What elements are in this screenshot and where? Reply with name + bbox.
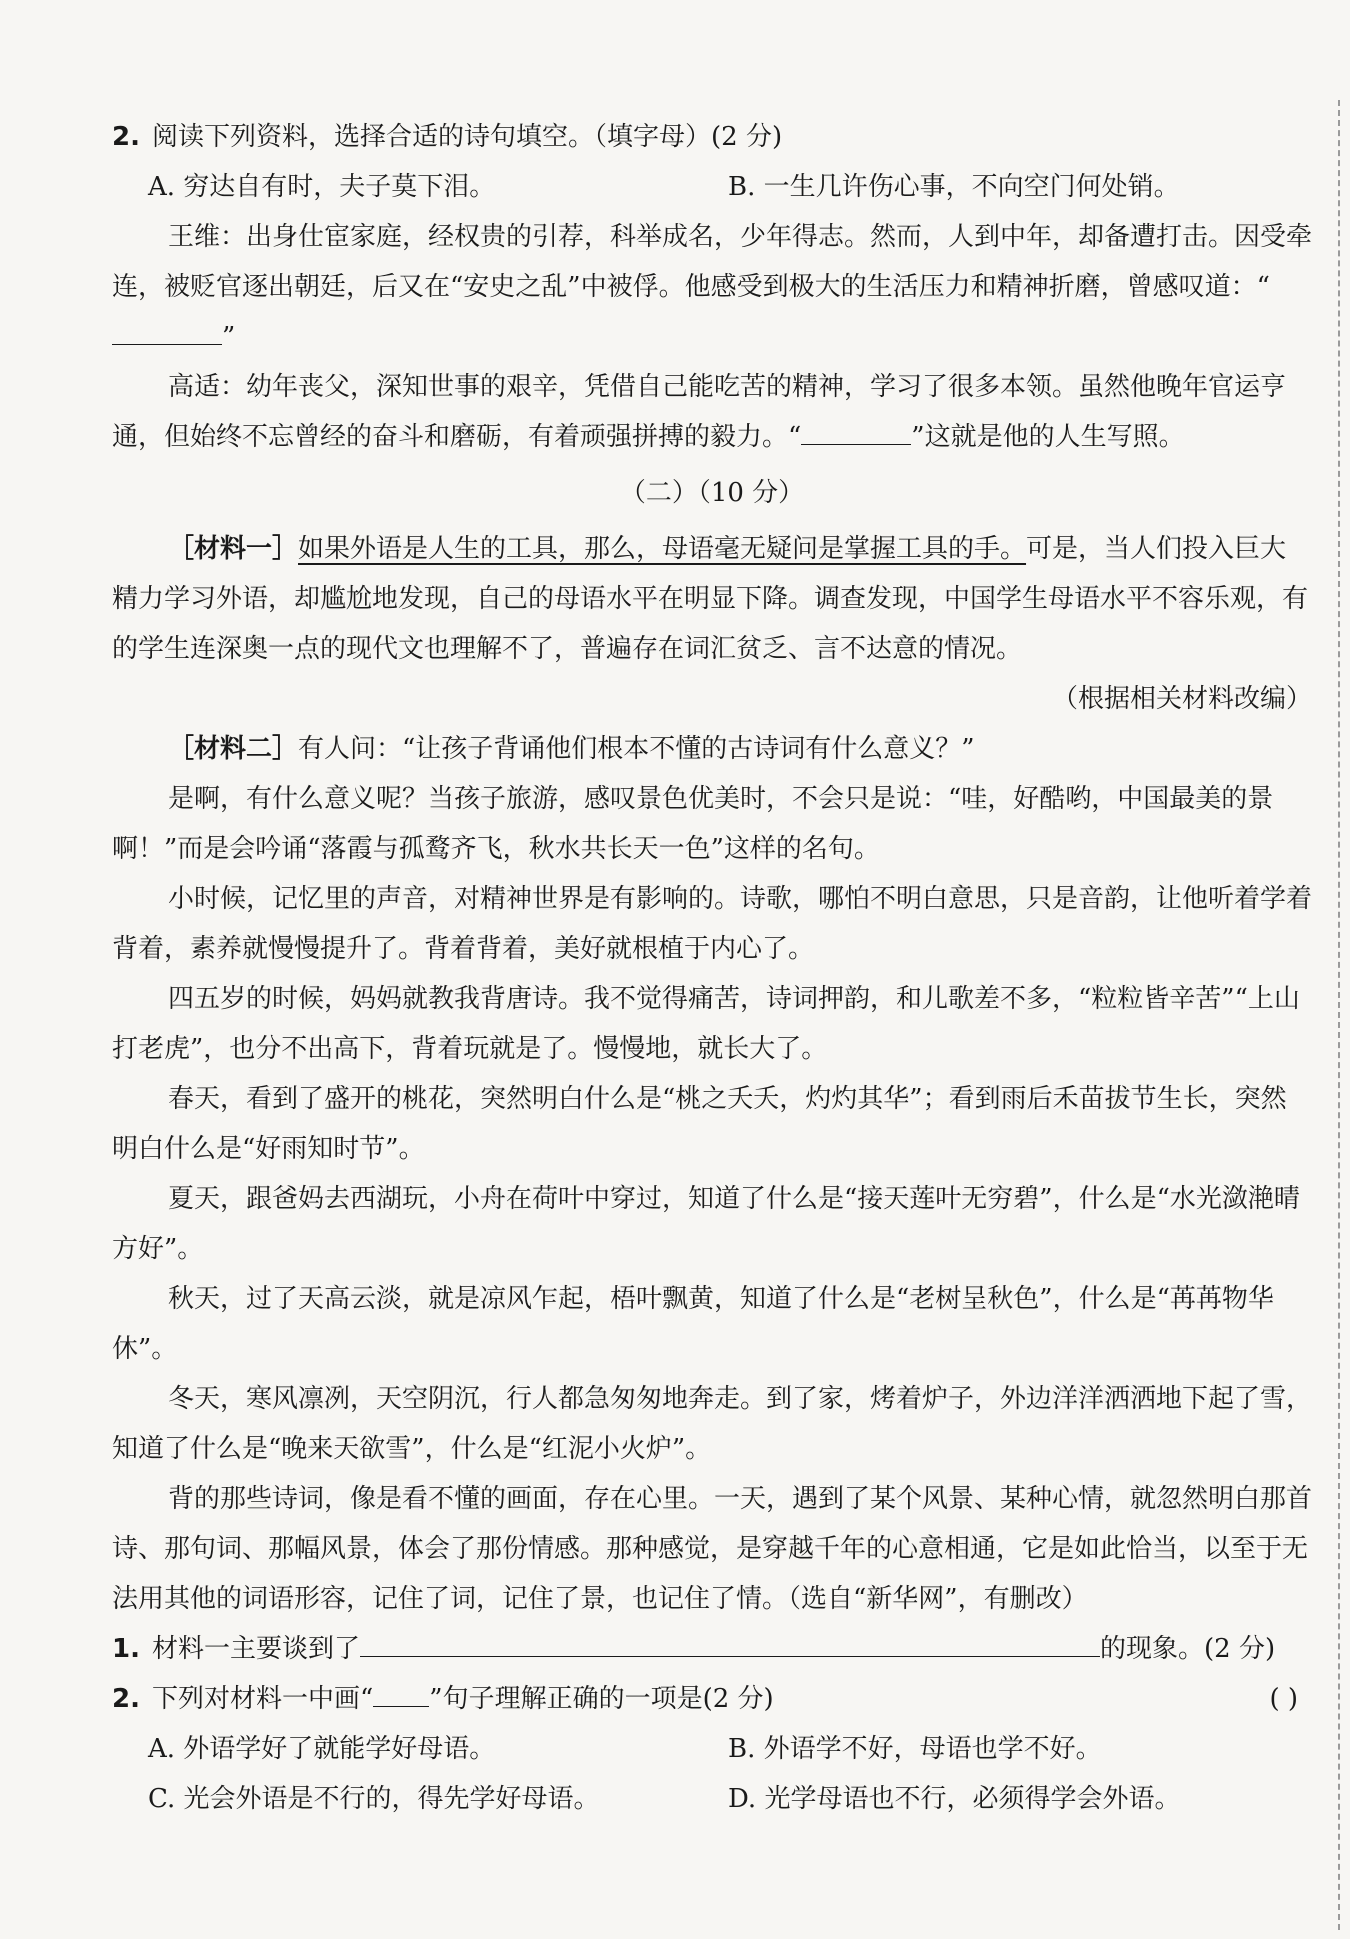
- material2-first-text: 有人问：“让孩子背诵他们根本不懂的古诗词有什么意义？”: [298, 734, 975, 764]
- material2-paragraph: 四五岁的时候，妈妈就教我背唐诗。我不觉得痛苦，诗词押韵，和儿歌差不多，“粒粒皆辛苦”“上山打老虎”，也分不出高下，背着玩就是了。慢慢地，就长大了。: [112, 984, 1300, 1064]
- page-content: [112, 112, 1312, 1824]
- material2-paragraph: 冬天，寒风凛冽，天空阴沉，行人都急匆匆地奔走。到了家，烤着炉子，外边洋洋洒洒地下起了雪，知道了什么是“晚来天欲雪”，什么是“红泥小火炉”。: [112, 1384, 1313, 1464]
- q2-option-a[interactable]: A. 外语学好了就能学好母语。: [148, 1734, 496, 1764]
- q2: [112, 1674, 1312, 1724]
- q2-top-options: [112, 162, 1312, 212]
- q2-top-option-b: B. 一生几许伤心事，不向空门何处销。: [728, 172, 1180, 202]
- q2-option-c[interactable]: C. 光会外语是不行的，得先学好母语。: [148, 1784, 600, 1814]
- q2-answer-paren[interactable]: ( ): [1269, 1684, 1298, 1714]
- material2-first-paragraph: [112, 724, 1312, 774]
- wang-wei-answer-blank[interactable]: [112, 318, 222, 345]
- wang-wei-paragraph: [112, 212, 1312, 362]
- q1-number: 1.: [112, 1634, 140, 1664]
- wang-wei-text: 王维：出身仕宦家庭，经权贵的引荐，科举成名，少年得志。然而，人到中年，却备遭打击。因受牵连，被贬官逐出朝廷，后又在“安史之乱”中被俘。他感受到极大的生活压力和精神折磨，曾感叹道：“: [112, 222, 1313, 302]
- q1-answer-blank[interactable]: [360, 1630, 1100, 1657]
- gao-shi-text-end: ”这就是他的人生写照。: [911, 422, 1185, 452]
- q1-tail: 的现象。(2 分): [1100, 1634, 1276, 1664]
- q2-top-stem: [112, 112, 1312, 162]
- material1-label: ［材料一］: [168, 534, 299, 564]
- material2-last-paragraph: [112, 1474, 1312, 1624]
- q2-stem-start: 下列对材料一中画“: [152, 1684, 374, 1714]
- q2-option-d[interactable]: D. 光学母语也不行，必须得学会外语。: [728, 1784, 1181, 1814]
- q2-option-b[interactable]: B. 外语学不好，母语也学不好。: [728, 1734, 1102, 1764]
- q2-options-row2: [112, 1774, 1312, 1824]
- material1-paragraph: [112, 524, 1312, 674]
- material2-label: ［材料二］: [168, 734, 299, 764]
- material2-paragraph: 秋天，过了天高云淡，就是凉风乍起，梧叶飘黄，知道了什么是“老树呈秋色”，什么是“苒苒物华休”。: [112, 1284, 1274, 1364]
- q2-top-stem-text: 阅读下列资料，选择合适的诗句填空。（填字母）(2 分): [152, 122, 783, 152]
- q2-options-row1: [112, 1724, 1312, 1774]
- material2-paragraph: 小时候，记忆里的声音，对精神世界是有影响的。诗歌，哪怕不明白意思，只是音韵，让他听着学着背着，素养就慢慢提升了。背着背着，美好就根植于内心了。: [112, 884, 1313, 964]
- q1-stem: 材料一主要谈到了: [152, 1634, 361, 1664]
- q1: [112, 1624, 1312, 1674]
- wang-wei-quote-end: ”: [222, 322, 236, 352]
- q2-number: 2.: [112, 1684, 140, 1714]
- section-title: （二）（10 分）: [619, 478, 805, 508]
- material2-last-text: 背的那些诗词，像是看不懂的画面，存在心里。一天，遇到了某个风景、某种心情，就忽然明白那首诗、那句词、那幅风景，体会了那份情感。那种感觉，是穿越千年的心意相通，它是如此恰当，以至于无法用其他的词语形容，记住了词，记住了景，也记住了情。: [112, 1484, 1313, 1614]
- q2-top-number: 2.: [112, 122, 140, 152]
- material1-source: （根据相关材料改编）: [1051, 684, 1312, 714]
- binding-margin-line: [1338, 100, 1340, 1930]
- q2-stem-end: ”句子理解正确的一项是(2 分): [429, 1684, 774, 1714]
- underline-mark-sample: [373, 1684, 429, 1707]
- material1-underlined-sentence: 如果外语是人生的工具，那么，母语毫无疑问是掌握工具的手。: [298, 534, 1027, 564]
- gao-shi-paragraph: [112, 362, 1312, 462]
- gao-shi-text: 高适：幼年丧父，深知世事的艰辛，凭借自己能吃苦的精神，学习了很多本领。虽然他晚年官运亨通，但始终不忘曾经的奋斗和磨砺，有着顽强拼搏的毅力。“: [112, 372, 1287, 452]
- material2-paragraph: 夏天，跟爸妈去西湖玩，小舟在荷叶中穿过，知道了什么是“接天莲叶无穷碧”，什么是“水光潋滟晴方好”。: [112, 1184, 1300, 1264]
- material2-paragraph: 是啊，有什么意义呢？当孩子旅游，感叹景色优美时，不会只是说：“哇，好酷哟，中国最美的景啊！”而是会吟诵“落霞与孤鹜齐飞，秋水共长天一色”这样的名句。: [112, 784, 1274, 864]
- material2-paragraph: 春天，看到了盛开的桃花，突然明白什么是“桃之夭夭，灼灼其华”；看到雨后禾苗拔节生长，突然明白什么是“好雨知时节”。: [112, 1084, 1287, 1164]
- material1-rest: 可是，当人们投入巨大精力学习外语，却尴尬地发现，自己的母语水平在明显下降。调查发现，中国学生母语水平不容乐观，有的学生连深奥一点的现代文也理解不了，普遍存在词汇贫乏、言不达意的情况。: [112, 534, 1309, 664]
- q2-top-option-a: A. 穷达自有时，夫子莫下泪。: [148, 172, 496, 202]
- material2-source: （选自“新华网”，有删改）: [788, 1584, 1088, 1614]
- gao-shi-answer-blank[interactable]: [801, 418, 911, 445]
